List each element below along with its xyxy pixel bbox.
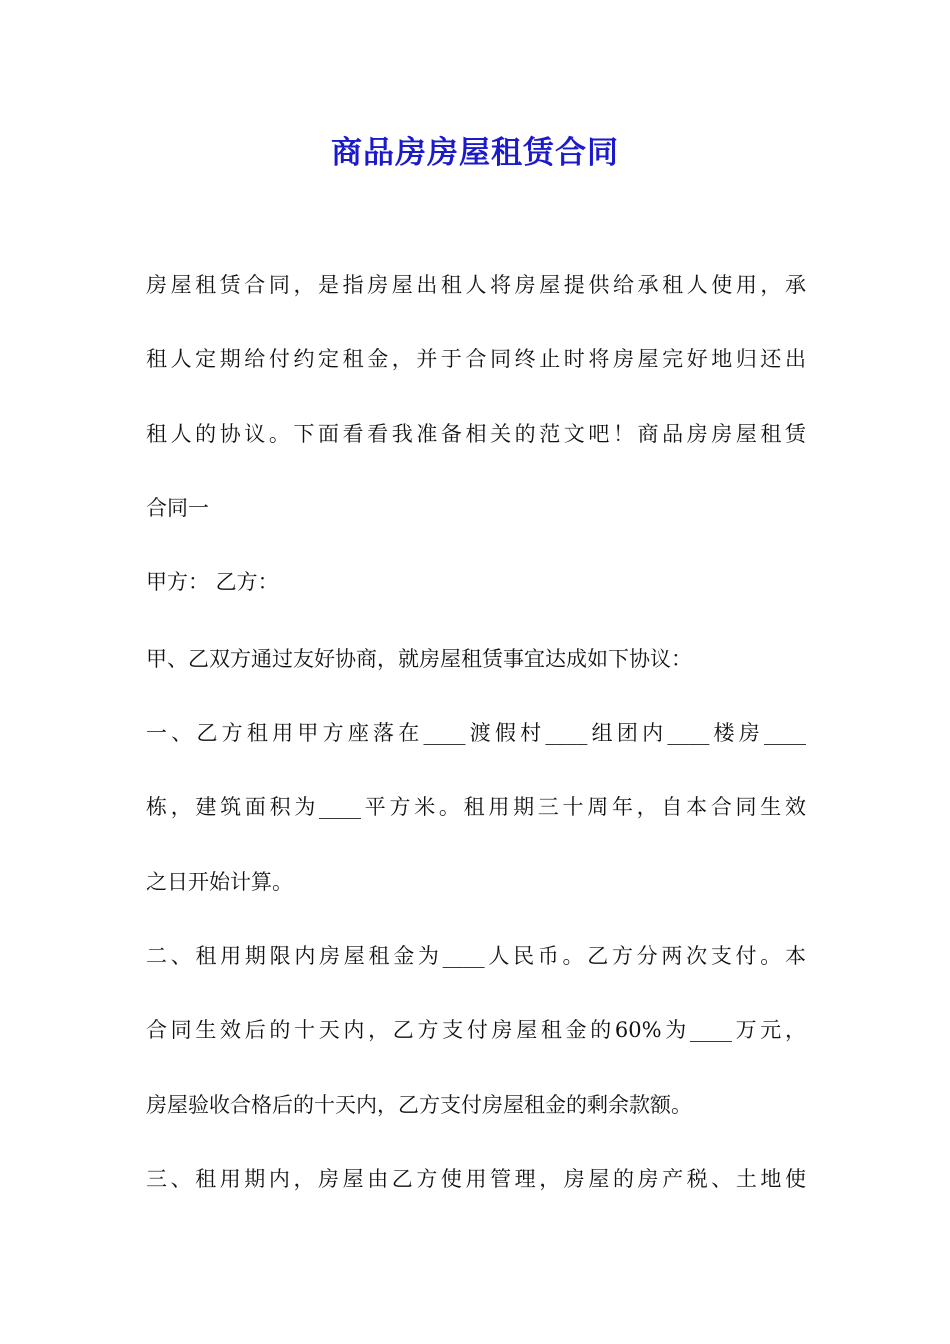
body-line-7: 一、乙方租用甲方座落在____渡假村____组团内____楼房____: [146, 721, 806, 745]
body-line-1: 房屋租赁合同，是指房屋出租人将房屋提供给承租人使用，承: [146, 273, 806, 297]
body-line-4: 合同一: [146, 496, 209, 520]
body-line-3: 租人的协议。下面看看我准备相关的范文吧！商品房房屋租赁: [146, 422, 806, 446]
body-line-2: 租人定期给付约定租金，并于合同终止时将房屋完好地归还出: [146, 347, 806, 371]
body-line-6: 甲、乙双方通过友好协商，就房屋租赁事宜达成如下协议：: [146, 647, 692, 671]
body-line-12: 房屋验收合格后的十天内，乙方支付房屋租金的剩余款额。: [146, 1093, 692, 1117]
body-line-11: 合同生效后的十天内，乙方支付房屋租金的60%为____万元，: [146, 1018, 806, 1042]
body-line-9: 之日开始计算。: [146, 870, 293, 894]
body-line-8: 栋，建筑面积为____平方米。租用期三十周年，自本合同生效: [146, 795, 806, 819]
body-line-10: 二、租用期限内房屋租金为____人民币。乙方分两次支付。本: [146, 944, 806, 968]
body-line-13: 三、租用期内，房屋由乙方使用管理，房屋的房产税、土地使: [146, 1167, 806, 1191]
document-title: 商品房房屋租赁合同: [331, 135, 619, 171]
body-line-5: 甲方： 乙方：: [146, 570, 279, 594]
